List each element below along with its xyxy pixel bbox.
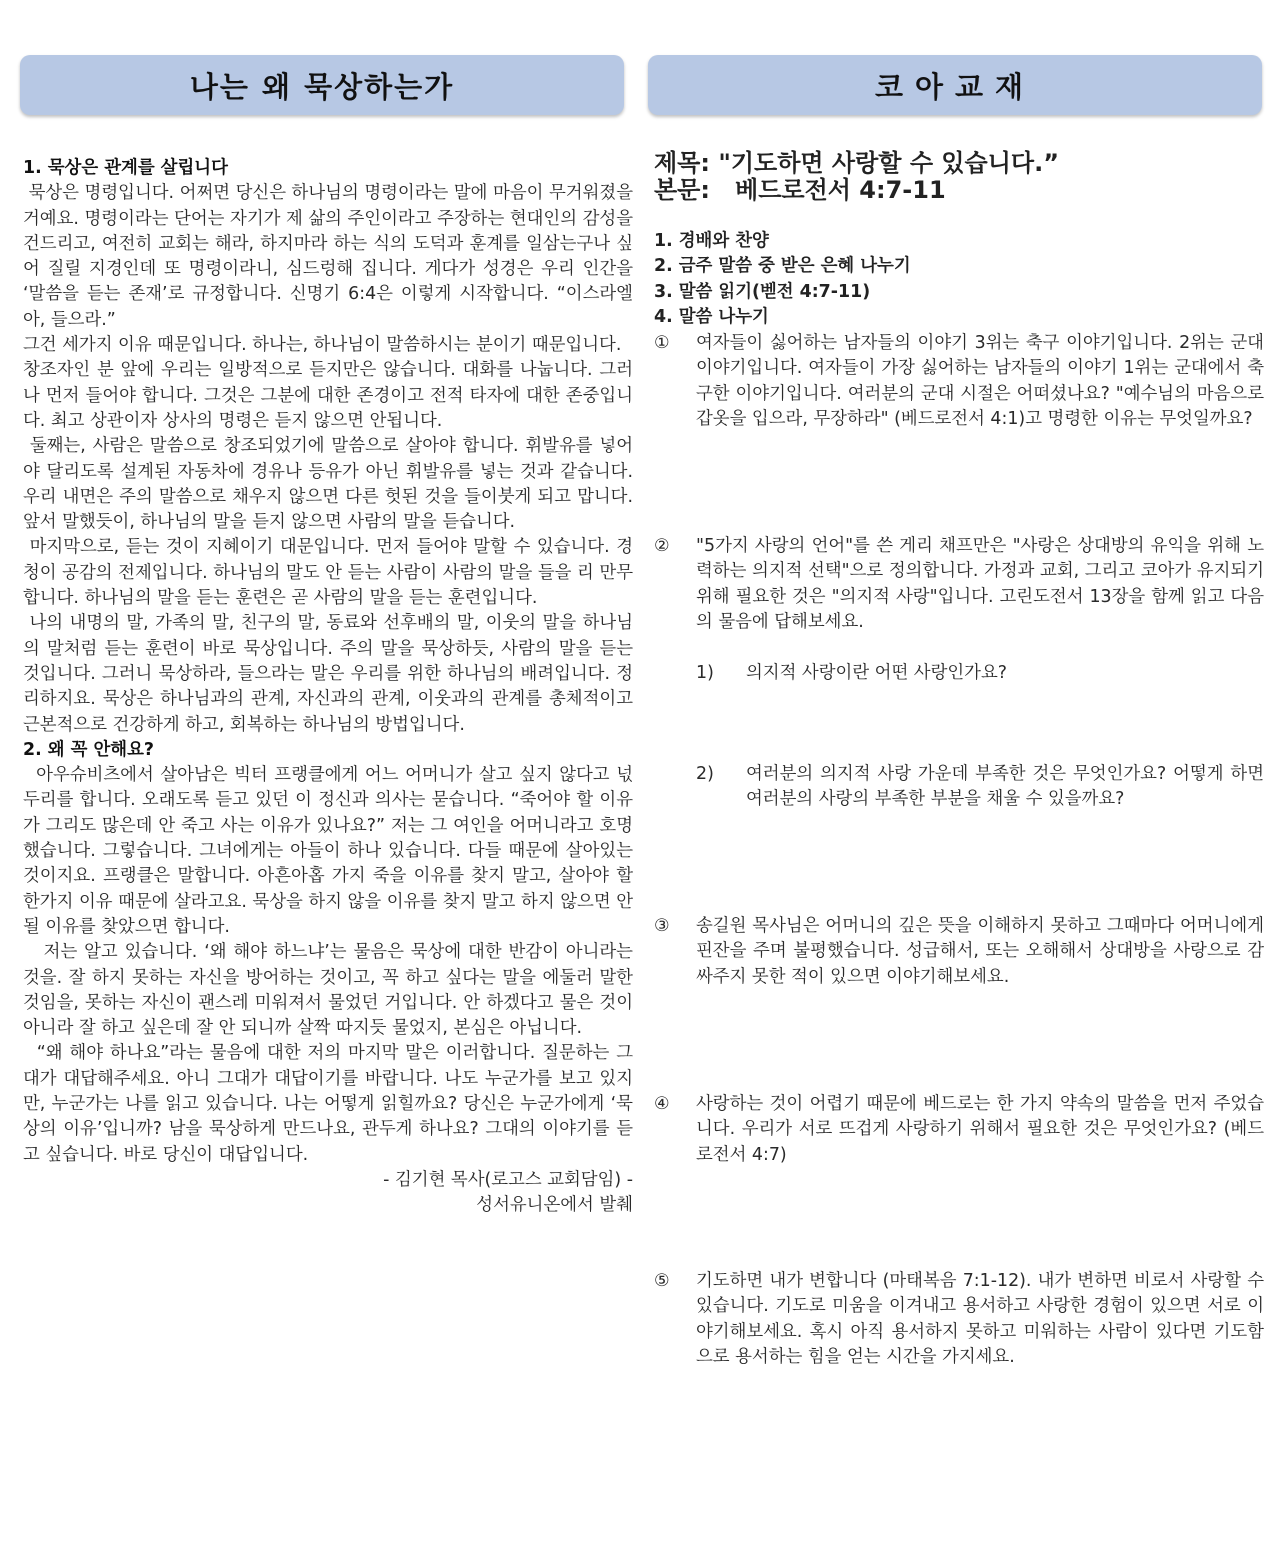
meditation-banner: 나는 왜 묵상하는가 — [20, 55, 624, 115]
subquestion-text: 여러분의 의지적 사랑 가운데 부족한 것은 무엇인가요? 어떻게 하면 여러분의 사랑의 부족한 부분을 채울 수 있을까요? — [746, 764, 1264, 810]
question-number: ④ — [654, 1094, 670, 1114]
section1-paragraph: 둘째는, 사람은 말씀으로 창조되었기에 말씀으로 살아야 합니다. 휘발유를 넣어야 달리도록 설계된 자동차에 경유나 등유가 아닌 휘발유를 넣는 것과 같습니다. 우리 내면은 주의 말씀으로 채우지 않으면 다른 헛된 것을 들이붓게 되고 맙니다. 앞서 말했듯이, 하나님의 말을 듣지 않으면 사람의 말을 듣습니다. — [23, 436, 639, 533]
subquestion-2 — [696, 762, 1264, 813]
question-text: 여자들이 싫어하는 남자들의 이야기 3위는 축구 이야기입니다. 2위는 군대 이야기입니다. 여자들이 가장 싫어하는 남자들의 이야기 1위는 군대에서 축구한 이야기입니다. 여러분의 군대 시절은 어떠셨나요? "예수님의 마음으로 갑옷을 입으라, 무장하라" (베드로전서 4:1)고 명령한 이유는 무엇일까요? — [696, 333, 1264, 429]
sermon-title: 제목: "기도하면 사랑할 수 있습니다.” — [654, 149, 1059, 177]
question-number: ① — [654, 333, 670, 353]
question-text: 송길원 목사님은 어머니의 깊은 뜻을 이해하지 못하고 그때마다 어머니에게 핀잔을 주며 불평했습니다. 성급해서, 또는 오해해서 상대방을 사랑으로 감싸주지 못한 적이 있으면 이야기해보세요. — [696, 916, 1264, 987]
signature-author: - 김기현 목사(로고스 교회담임) - — [383, 1169, 633, 1190]
question-4 — [654, 1092, 1264, 1168]
question-number: ③ — [654, 916, 670, 936]
section2-heading: 2. 왜 꼭 안해요? — [23, 739, 154, 760]
question-3 — [654, 914, 1264, 990]
section2-paragraph: “왜 해야 하나요”라는 물음에 대한 저의 마지막 말은 이러합니다. 질문하는 그대가 대답해주세요. 아니 그대가 대답이기를 바랍니다. 나도 누군가를 보고 있지만, 누군가는 나를 읽고 있습니다. 나는 어떻게 읽힐까요? 당신은 누군가에게 ‘묵상의 이유’입니까? 남을 묵상하게 만드나요, 관두게 하나요? 그대의 이야기를 듣고 싶습니다. 바로 당신이 대답입니다. — [23, 1043, 633, 1165]
section1-heading: 1. 묵상은 관계를 살립니다 — [23, 158, 228, 178]
question-2 — [654, 534, 1264, 635]
sermon-scripture: 본문: 베드로전서 4:7-11 — [654, 176, 946, 204]
order-item: 3. 말씀 읽기(벧전 4:7-11) — [654, 281, 871, 302]
sermon-heading — [654, 150, 1264, 204]
question-5 — [654, 1269, 1264, 1370]
section1-paragraph: 마지막으로, 듣는 것이 지혜이기 대문입니다. 먼저 들어야 말할 수 있습니다. 경청이 공감의 전제입니다. 하나님의 말도 안 듣는 사람이 사람의 말을 들을 리 만무합니다. 하나님의 말을 듣는 훈련은 곧 사람의 말을 듣는 훈련입니다. — [23, 537, 633, 609]
question-text: 기도하면 내가 변합니다 (마태복음 7:1-12). 내가 변하면 비로서 사랑할 수 있습니다. 기도로 미움을 이겨내고 용서하고 사랑한 경험이 있으면 서로 이야기해보세요. 혹시 아직 용서하지 못하고 미워하는 사람이 있다면 기도함으로 용서하는 힘을 얻는 시간을 가지세요. — [696, 1271, 1264, 1367]
meditation-article — [23, 156, 639, 1218]
order-item: 4. 말씀 나누기 — [654, 306, 769, 327]
section2-paragraph: 저는 알고 있습니다. ‘왜 해야 하느냐’는 물음은 묵상에 대한 반감이 아니라는 것을. 잘 하지 못하는 자신을 방어하는 것이고, 꼭 하고 싶다는 말을 에둘러 말한 것임을, 못하는 자신이 괜스레 미워져서 물었던 거입니다. 안 하겠다고 물은 것이 아니라 잘 하고 싶은데 잘 안 되니까 살짝 따지듯 물었지, 본심은 아닙니다. — [23, 942, 639, 1039]
question-text: 사랑하는 것이 어렵기 때문에 베드로는 한 가지 약속의 말씀을 먼저 주었습니다. 우리가 서로 뜨겁게 사랑하기 위해서 필요한 것은 무엇인가요? (베드로전서 4:7) — [696, 1094, 1264, 1165]
section1-paragraph: 그건 세가지 이유 때문입니다. 하나는, 하나님이 말씀하시는 분이기 때문입니다. — [23, 335, 622, 356]
signature-source: 성서유니온에서 발췌 — [476, 1195, 633, 1216]
subquestion-number: 2) — [696, 764, 714, 784]
question-number: ② — [654, 536, 670, 556]
meeting-order-list — [654, 229, 1264, 330]
question-text: "5가지 사랑의 언어"를 쓴 게리 채프만은 "사랑은 상대방의 유익을 위해 노력하는 의지적 선택"으로 정의합니다. 가정과 교회, 그리고 코아가 유지되기 위해 필요한 것은 "의지적 사랑"입니다. 고린도전서 13장을 함께 읽고 다음의 물음에 답해보세요. — [696, 536, 1264, 632]
order-item: 1. 경배와 찬양 — [654, 231, 769, 251]
subquestion-text: 의지적 사랑이란 어떤 사랑인가요? — [746, 663, 1008, 683]
section1-paragraph: 나의 내명의 말, 가족의 말, 친구의 말, 동료와 선후배의 말, 이웃의 말을 하나님의 말처럼 듣는 훈련이 바로 묵상입니다. 주의 말을 묵상하듯, 사람의 말을 듣는 것입니다. 그러니 묵상하라, 들으라는 말은 우리를 위한 하나님의 배려입니다. 정리하지요. 묵상은 하나님과의 관계, 자신과의 관계, 이웃과의 관계를 총체적이고 근본적으로 건강하게 하고, 회복하는 하나님의 방법입니다. — [23, 613, 639, 735]
order-item: 2. 금주 말씀 중 받은 은혜 나누기 — [654, 256, 911, 277]
question-1 — [654, 331, 1264, 432]
section2-paragraph: 아우슈비츠에서 살아남은 빅터 프랭클에게 어느 어머니가 살고 싶지 않다고 넋두리를 합니다. 오래도록 듣고 있던 이 정신과 의사는 묻습니다. “죽어야 할 이유가 그리도 많은데 안 죽고 사는 이유가 있나요?” 저는 그 여인을 어머니라고 호명했습니다. 그렇습니다. 그녀에게는 아들이 하나 있습니다. 다들 때문에 살아있는 것이지요. 프랭클은 말합니다. 아흔아홉 가지 죽을 이유를 찾지 말고, 살아야 할 한가지 이유 때문에 살라고요. 묵상을 하지 않을 이유를 찾지 말고 하지 않으면 안 될 이유를 찾았으면 합니다. — [23, 765, 639, 937]
core-material-banner: 코아교재 — [648, 55, 1262, 115]
section1-paragraph: 창조자인 분 앞에 우리는 일방적으로 듣지만은 않습니다. 대화를 나눕니다. 그러나 먼저 들어야 합니다. 그것은 그분에 대한 존경이고 전적 타자에 대한 존중입니다. 최고 상관이자 상사의 명령은 듣지 않으면 안됩니다. — [23, 360, 633, 431]
question-number: ⑤ — [654, 1271, 670, 1291]
section1-paragraph: 묵상은 명령입니다. 어쩌면 당신은 하나님의 명령이라는 말에 마음이 무거워졌을 거예요. 명령이라는 단어는 자기가 제 삶의 주인이라고 주장하는 현대인의 감성을 건드리고, 여전히 교회는 해라, 하지마라 하는 식의 도덕과 훈계를 일삼는구나 싶어 질릴 지경인데 또 명령이라니, 심드렁해 집니다. 게다가 성경은 우리 인간을 ‘말씀을 듣는 존재’로 규정합니다. 신명기 6:4은 이렇게 시작합니다. “이스라엘아, 들으라.” — [23, 183, 639, 330]
subquestion-1 — [696, 661, 1264, 686]
subquestion-number: 1) — [696, 663, 714, 683]
